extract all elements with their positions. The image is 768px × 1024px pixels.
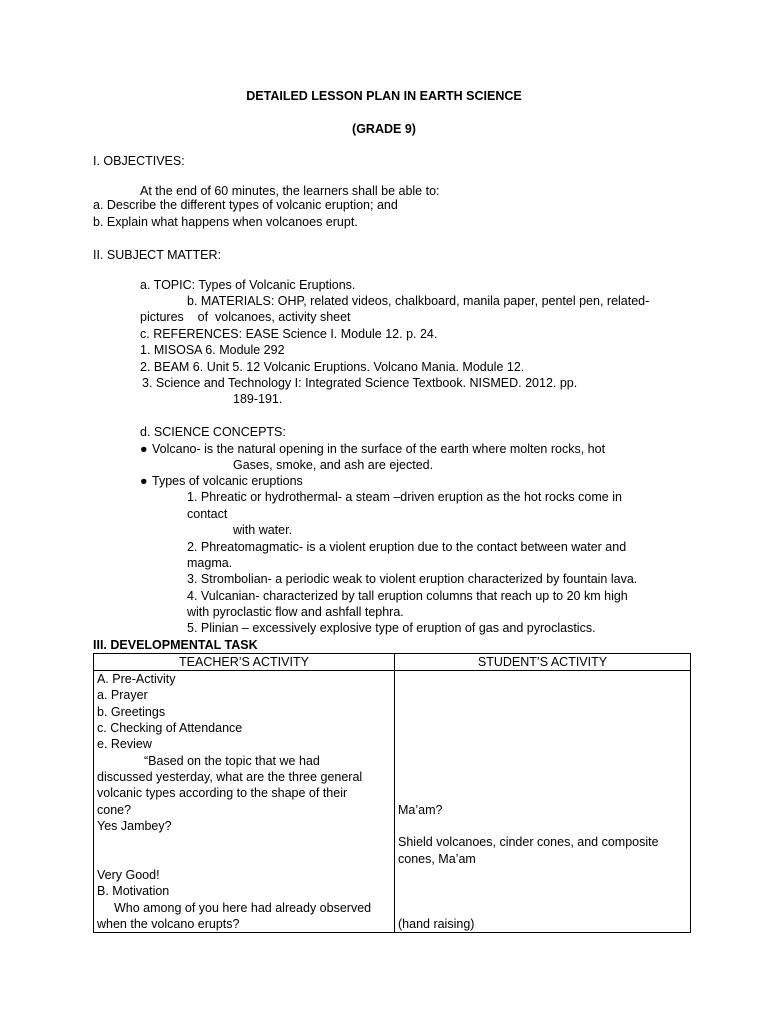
teacher-line: discussed yesterday, what are the three general <box>97 770 363 785</box>
document-title: DETAILED LESSON PLAN IN EARTH SCIENCE <box>246 89 522 103</box>
volcano-definition-text: Volcano- is the natural opening in the surface of the earth where molten rocks, hot <box>152 442 606 456</box>
reference-item-3: 3. Science and Technology I: Integrated Science Textbook. NISMED. 2012. pp. <box>142 376 578 390</box>
student-line: cones, Ma’am <box>398 852 476 867</box>
student-line: Ma’am? <box>398 803 443 818</box>
student-activity-cell <box>395 671 691 933</box>
objective-item-b: b. Explain what happens when volcanoes erupt. <box>93 215 358 229</box>
materials-line: b. MATERIALS: OHP, related videos, chalkboard, manila paper, pentel pen, related- <box>187 294 650 308</box>
table-row <box>94 671 691 933</box>
teacher-line: B. Motivation <box>97 884 170 899</box>
eruption-types-heading-text: Types of volcanic eruptions <box>152 474 303 488</box>
bullet-icon: ● <box>140 442 148 456</box>
teacher-line: when the volcano erupts? <box>97 917 240 932</box>
student-activity-header: STUDENT’S ACTIVITY <box>395 654 691 671</box>
eruption-type-1-end: with water. <box>233 523 293 537</box>
eruption-type-4-continued: with pyroclastic flow and ashfall tephra. <box>187 605 404 619</box>
subject-matter-heading: II. SUBJECT MATTER: <box>93 248 222 262</box>
volcano-definition-continued: Gases, smoke, and ash are ejected. <box>233 458 434 472</box>
teacher-line: “Based on the topic that we had <box>144 754 320 769</box>
objectives-heading: I. OBJECTIVES: <box>93 154 185 168</box>
activity-table <box>93 653 691 933</box>
reference-item-1: 1. MISOSA 6. Module 292 <box>140 343 285 357</box>
eruption-type-5: 5. Plinian – excessively explosive type of eruption of gas and pyroclastics. <box>187 621 596 635</box>
science-concepts-heading: d. SCIENCE CONCEPTS: <box>140 425 286 439</box>
teacher-line: e. Review <box>97 737 152 752</box>
materials-continued: pictures of volcanoes, activity sheet <box>140 310 351 324</box>
volcano-definition <box>140 441 605 457</box>
teacher-line: cone? <box>97 803 132 818</box>
student-line: Shield volcanoes, cinder cones, and composite <box>398 835 659 850</box>
teacher-line: Who among of you here had already observed <box>114 901 372 916</box>
topic-line: a. TOPIC: Types of Volcanic Eruptions. <box>140 278 356 292</box>
eruption-type-4: 4. Vulcanian- characterized by tall eruption columns that reach up to 20 km high <box>187 589 628 603</box>
eruption-type-2-continued: magma. <box>187 556 233 570</box>
reference-item-3-pages: 189-191. <box>233 392 283 406</box>
objectives-intro: At the end of 60 minutes, the learners shall be able to: <box>140 184 440 198</box>
references-line: c. REFERENCES: EASE Science I. Module 12. p. 24. <box>140 327 438 341</box>
teacher-line: b. Greetings <box>97 705 166 720</box>
eruption-type-3: 3. Strombolian- a periodic weak to violent eruption characterized by fountain lava. <box>187 572 638 586</box>
student-line: (hand raising) <box>398 917 475 932</box>
eruption-type-2: 2. Phreatomagmatic- is a violent eruption due to the contact between water and <box>187 540 627 554</box>
teacher-line: Yes Jambey? <box>97 819 172 834</box>
teacher-line: c. Checking of Attendance <box>97 721 243 736</box>
teacher-line: Very Good! <box>97 868 160 883</box>
reference-item-2: 2. BEAM 6. Unit 5. 12 Volcanic Eruptions. Volcano Mania. Module 12. <box>140 360 525 374</box>
eruption-types-heading <box>140 473 303 489</box>
grade-label: (GRADE 9) <box>352 122 416 136</box>
table-header-row <box>94 654 691 671</box>
eruption-type-1: 1. Phreatic or hydrothermal- a steam –driven eruption as the hot rocks come in <box>187 490 622 504</box>
objective-item-a: a. Describe the different types of volcanic eruption; and <box>93 198 398 212</box>
teacher-line: A. Pre-Activity <box>97 672 176 687</box>
teacher-activity-header: TEACHER’S ACTIVITY <box>94 654 395 671</box>
teacher-activity-cell <box>94 671 395 933</box>
bullet-icon: ● <box>140 474 148 488</box>
teacher-line: a. Prayer <box>97 688 148 703</box>
teacher-line: volcanic types according to the shape of their <box>97 786 348 801</box>
developmental-task-heading: III. DEVELOPMENTAL TASK <box>93 638 258 652</box>
eruption-type-1-continued: contact <box>187 507 228 521</box>
